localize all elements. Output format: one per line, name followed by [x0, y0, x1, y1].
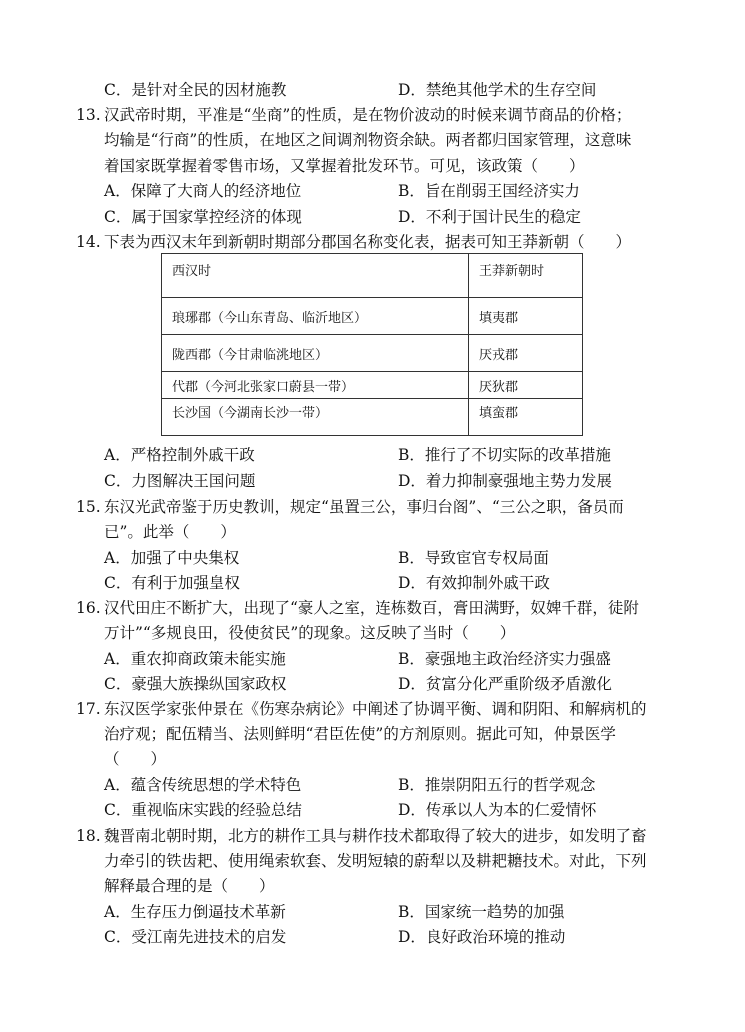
q16-stem-line-1: 汉代田庄不断扩大，出现了“豪人之室，连栋数百，膏田满野，奴婢千群，徒附 [104, 599, 639, 617]
table-header-row [162, 254, 583, 298]
q16-option-c: C．豪强大族操纵国家政权 [104, 675, 287, 693]
q13-number: 13. [76, 106, 101, 124]
q15-stem-line-1: 东汉光武帝鉴于历史教训，规定“虽置三公，事归台阁”、“三公之职，备员而 [104, 498, 624, 516]
q14-option-a: A．严格控制外戚干政 [104, 446, 255, 464]
q17-option-b: B．推崇阴阳五行的哲学观念 [398, 776, 596, 794]
q14-stem-line-1: 下表为西汉末年到新朝时期部分郡国名称变化表，据表可知王莽新朝（ ） [104, 233, 632, 251]
q12-option-c: C．是针对全民的因材施教 [104, 81, 287, 99]
q16-option-b: B．豪强地主政治经济实力强盛 [398, 650, 611, 668]
table-cell: 厌戎郡 [469, 335, 583, 372]
table-cell: 厌狄郡 [469, 372, 583, 399]
q18-number: 18. [76, 827, 101, 845]
q15-option-d: D．有效抑制外戚干政 [398, 574, 550, 592]
table-row [162, 372, 583, 399]
q15-option-a: A．加强了中央集权 [104, 549, 240, 567]
q18-option-b: B．国家统一趋势的加强 [398, 903, 565, 921]
table-header-xin: 王莽新朝时 [469, 254, 583, 298]
q13-option-b: B．旨在削弱王国经济实力 [398, 182, 580, 200]
table-cell: 填蛮郡 [469, 399, 583, 436]
q18-stem-line-3: 解释最合理的是（ ） [104, 877, 275, 895]
q15-option-b: B．导致宦官专权局面 [398, 549, 549, 567]
q14-option-b: B．推行了不切实际的改革措施 [398, 446, 611, 464]
q14-option-d: D．着力抑制豪强地主势力发展 [398, 472, 612, 490]
q14-number: 14. [76, 233, 101, 251]
q15-number: 15. [76, 498, 101, 516]
q12-option-d: D．禁绝其他学术的生存空间 [398, 81, 597, 99]
q16-number: 16. [76, 599, 101, 617]
table-row [162, 298, 583, 335]
q17-stem-line-1: 东汉医学家张仲景在《伤寒杂病论》中阐述了协调平衡、调和阴阳、和解病机的 [104, 700, 647, 718]
q13-option-d: D．不利于国计民生的稳定 [398, 208, 581, 226]
q13-stem-line-1: 汉武帝时期，平准是“坐商”的性质，是在物价波动的时候来调节商品的价格； [104, 106, 632, 124]
q18-stem-line-1: 魏晋南北朝时期，北方的耕作工具与耕作技术都取得了较大的进步，如发明了畜 [104, 827, 647, 845]
q17-stem-line-3: （ ） [104, 750, 167, 768]
q17-option-c: C．重视临床实践的经验总结 [104, 801, 302, 819]
q17-number: 17. [76, 700, 101, 718]
q13-stem-line-3: 着国家既掌握着零售市场，又掌握着批发环节。可见，该政策（ ） [104, 157, 585, 175]
q13-option-c: C．属于国家掌控经济的体现 [104, 208, 302, 226]
table-cell: 长沙国（今湖南长沙一带） [162, 399, 469, 436]
q18-option-c: C．受江南先进技术的启发 [104, 928, 287, 946]
q16-option-a: A．重农抑商政策未能实施 [104, 650, 286, 668]
table-row [162, 399, 583, 436]
q16-stem-line-2: 万计”“多规良田，役使贫民”的现象。这反映了当时（ ） [104, 624, 516, 642]
q15-stem-line-2: 已”。此举（ ） [104, 523, 236, 541]
q18-option-d: D．良好政治环境的推动 [398, 928, 566, 946]
q17-stem-line-2: 治疗观；配伍精当、法则鲜明“君臣佐使”的方剂原则。据此可知，仲景医学 [104, 725, 616, 743]
county-name-table [161, 253, 583, 436]
q17-option-a: A．蕴含传统思想的学术特色 [104, 776, 302, 794]
table-cell: 代郡（今河北张家口蔚县一带） [162, 372, 469, 399]
q14-option-c: C．力图解决王国问题 [104, 472, 256, 490]
q18-option-a: A．生存压力倒逼技术革新 [104, 903, 286, 921]
q13-option-a: A．保障了大商人的经济地位 [104, 182, 302, 200]
table-header-western-han: 西汉时 [162, 254, 469, 298]
q13-stem-line-2: 均输是“行商”的性质，在地区之间调剂物资余缺。两者都归国家管理，这意味 [104, 131, 632, 149]
table-cell: 琅琊郡（今山东青岛、临沂地区） [162, 298, 469, 335]
table-cell: 陇西郡（今甘肃临洮地区） [162, 335, 469, 372]
q17-option-d: D．传承以人为本的仁爱情怀 [398, 801, 597, 819]
q15-option-c: C．有利于加强皇权 [104, 574, 240, 592]
q16-option-d: D．贫富分化严重阶级矛盾激化 [398, 675, 612, 693]
table-row [162, 335, 583, 372]
q18-stem-line-2: 力牵引的铁齿耙、使用绳索软套、发明短辕的蔚犁以及耕耙耱技术。对此，下列 [104, 852, 647, 870]
table-cell: 填夷郡 [469, 298, 583, 335]
